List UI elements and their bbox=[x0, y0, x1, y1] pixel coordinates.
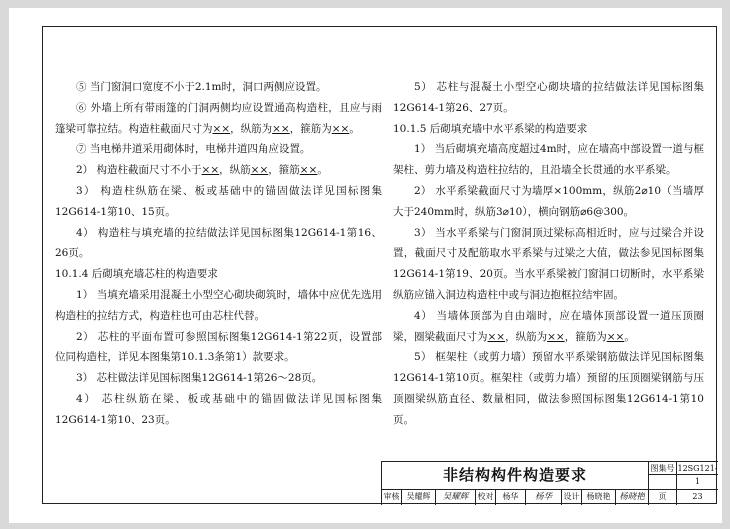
atlas-number: 12SG121-1 bbox=[677, 464, 718, 486]
drawing-frame bbox=[42, 26, 717, 504]
review-label: 审核 bbox=[382, 489, 402, 505]
paragraph: 5） 框架柱（或剪力墙）预留水平系梁钢筋做法详见国标图集12G614-1第10页。框架柱（或剪力墙）预留的压顶圈梁钢筋与压顶圈梁纵筋直径、数量相同，做法参照国标图集12G614-1第10页。 bbox=[393, 351, 704, 426]
check-label: 校对 bbox=[476, 489, 496, 505]
title-block-blank-cell bbox=[649, 475, 677, 489]
checker-name: 杨华 bbox=[496, 489, 526, 505]
paragraph: ⑤ 当门窗洞口宽度不小于2.1m时，洞口两侧应设置。 bbox=[76, 81, 327, 93]
reviewer-name: 吴耀辉 bbox=[402, 489, 436, 505]
paragraph: 1） 当后砌填充墙高度超过4m时，应在墙高中部设置一道与框架柱、剪力墙及构造柱拉结的，且沿墙全长贯通的水平系梁。 bbox=[393, 143, 704, 177]
paragraph: 4） 芯柱纵筋在梁、板或基础中的锚固做法详见国标图集12G614-1第10、23页。 bbox=[55, 392, 382, 426]
paragraph: 3） 构造柱纵筋在梁、板或基础中的锚固做法详见国标图集12G614-1第10、15页。 bbox=[55, 184, 382, 218]
paragraph: ⑦ 当电梯井道采用砌体时，电梯井道四角应设置。 bbox=[76, 143, 311, 156]
signature-row bbox=[382, 489, 718, 505]
design-label: 设计 bbox=[562, 489, 582, 505]
paragraph: 3） 当水平系梁与门窗洞顶过梁标高相近时，应与过梁合并设置，截面尺寸及配筋取水平系梁与过梁之大值，做法参见国标图集12G614-1第19、20页。当水平系梁被门窗洞口切断时，水平系梁纵筋应锚入洞边构造柱中或与洞边抱框拉结牢固。 bbox=[393, 226, 704, 301]
paragraph: 2） 构造柱截面尺寸不小于××，纵筋××，箍筋××。 bbox=[76, 164, 328, 177]
drawing-title: 非结构构件构造要求 bbox=[382, 462, 649, 489]
page-label: 页 bbox=[649, 489, 677, 505]
paragraph: 3） 芯柱做法详见国标图集12G614-1第26～28页。 bbox=[76, 372, 323, 385]
left-text-column bbox=[55, 77, 382, 431]
page-number: 23 bbox=[692, 492, 703, 501]
paragraph: 4） 构造柱与填充墙的拉结做法详见国标图集12G614-1第16、26页。 bbox=[55, 226, 382, 260]
designer-name: 杨晓艳 bbox=[582, 489, 616, 505]
section-heading: 10.1.5 后砌填充墙中水平系梁的构造要求 bbox=[393, 122, 588, 135]
reviewer-signature: 吴耀辉 bbox=[436, 489, 476, 505]
paragraph: 2） 芯柱的平面布置可参照国标图集12G614-1第22页，设置部位同构造柱，详见本图集第10.1.3条第1）款要求。 bbox=[55, 330, 382, 364]
section-heading: 10.1.4 后砌填充墙芯柱的构造要求 bbox=[55, 268, 218, 281]
paragraph: 4） 当墙体顶部为自由端时，应在墙体顶部设置一道压顶圈梁，圈梁截面尺寸为××，纵筋为××，箍筋为××。 bbox=[393, 309, 704, 343]
title-row bbox=[382, 462, 718, 490]
title-block bbox=[381, 461, 718, 505]
paragraph: 2） 水平系梁截面尺寸为墙厚×100mm，纵筋2⌀10（当墙厚大于240mm时，纵筋3⌀10），横向钢筋⌀6@300。 bbox=[393, 184, 704, 218]
paragraph: 1） 当填充墙采用混凝土小型空心砌块砌筑时，墙体中应优先选用构造柱的拉结方式，构造柱也可由芯柱代替。 bbox=[55, 288, 382, 322]
atlas-number-label: 图集号 bbox=[649, 462, 677, 475]
right-text-column bbox=[393, 77, 704, 431]
drawing-sheet bbox=[9, 8, 722, 523]
paragraph: ⑥ 外墙上所有带雨篷的门洞两侧均应设置通高构造柱，且应与雨篷梁可靠拉结。构造柱截面尺寸为××，纵筋为××，箍筋为××。 bbox=[55, 101, 382, 135]
checker-signature: 杨华 bbox=[526, 489, 562, 505]
designer-signature: 杨晓艳 bbox=[616, 489, 649, 505]
paragraph: 5） 芯柱与混凝土小型空心砌块墙的拉结做法详见国标图集12G614-1第26、27页。 bbox=[393, 81, 704, 114]
